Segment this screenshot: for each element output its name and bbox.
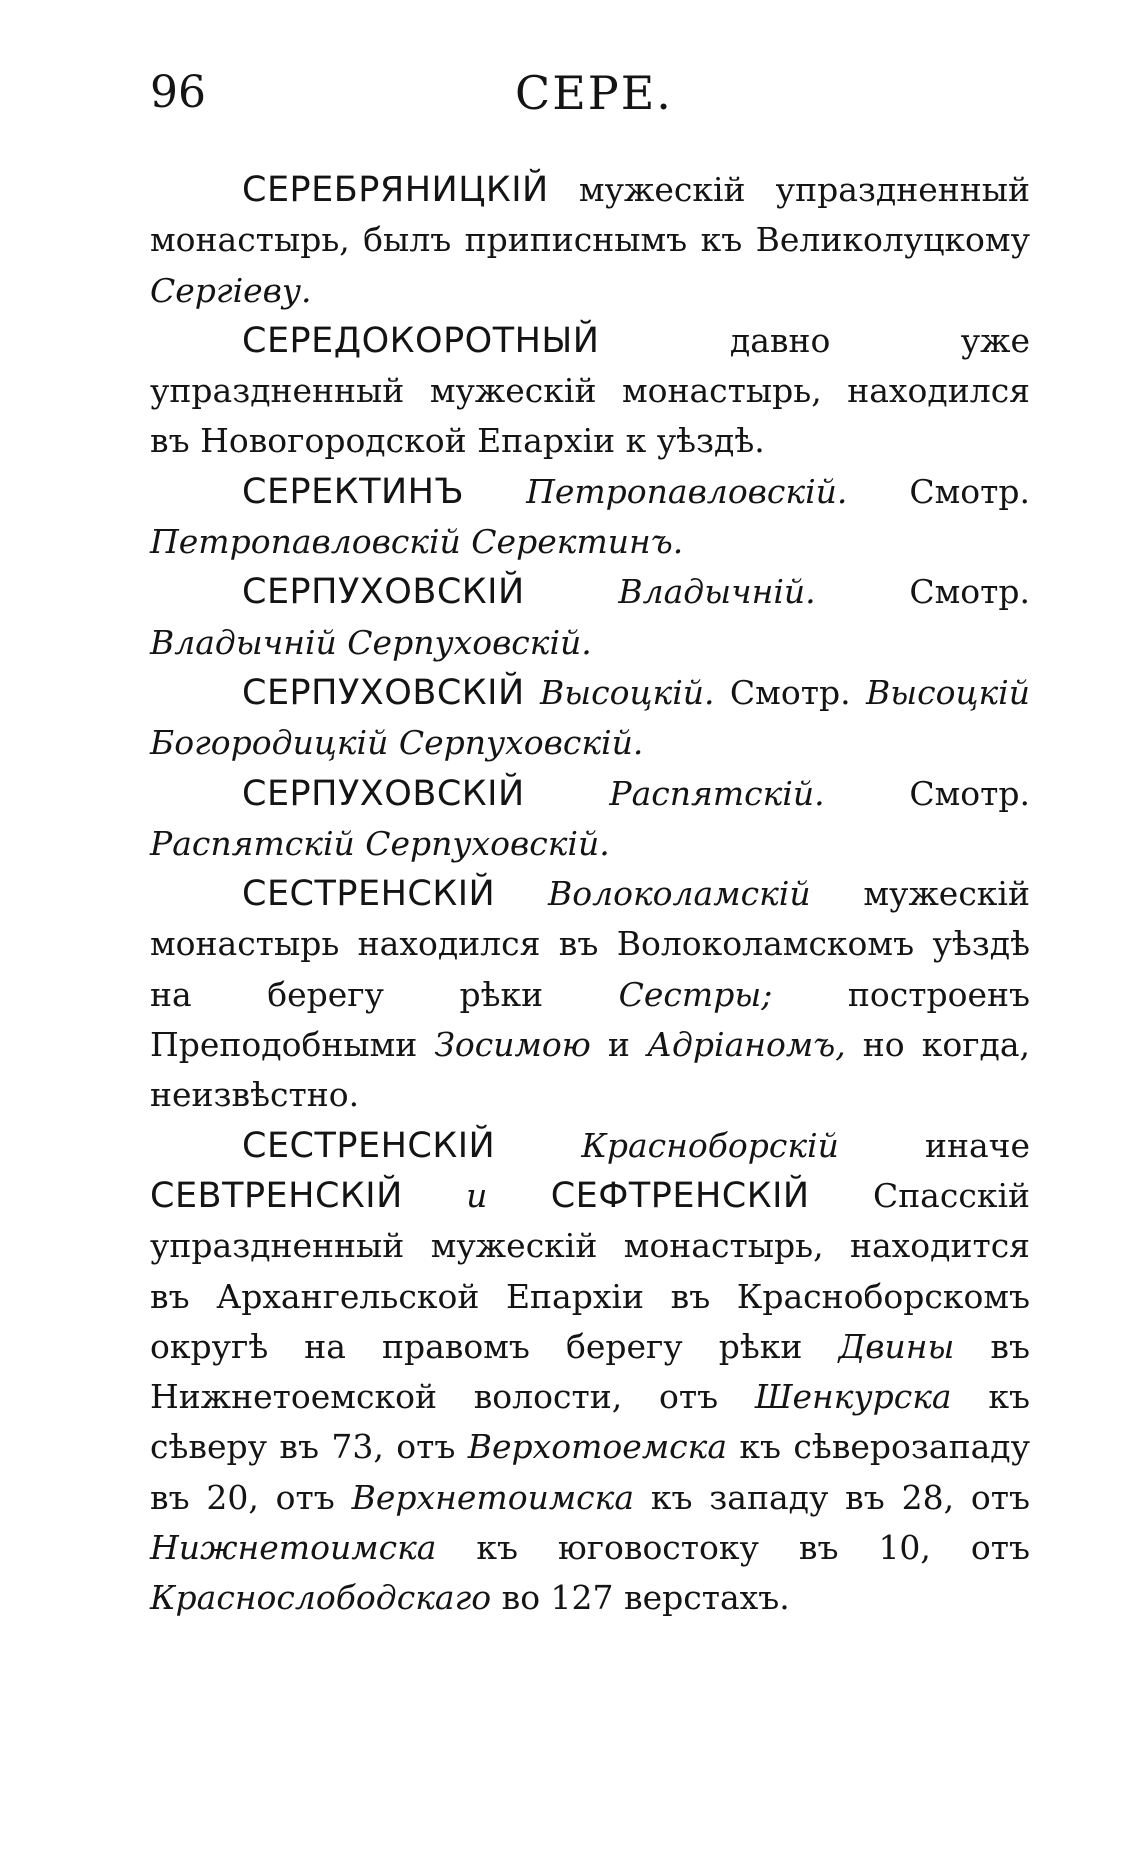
entry-serpukhovsky-vladychny [150,567,1030,668]
headword: СЕРЕБРЯНИЦКІЙ [242,170,549,210]
italic-name: Распятскій. [609,773,825,813]
headword: СЕРПУХОВСКІЙ [242,572,525,613]
cross-reference-target: Владычній Серпуховскій. [150,622,592,662]
entry-text [525,774,610,813]
entry-text: въ Нижнетоемской волости, отъ [150,1326,1030,1417]
entry-text: построенъ Преподобными [150,974,1030,1065]
cross-reference-label: Смотр. [714,672,866,712]
entry-text: къ юговостоку въ 10, отъ [436,1528,1030,1568]
headword: СЕРПУХОВСКІЙ [242,773,525,814]
cross-reference-label: Смотр. [847,471,1030,511]
entry-text: и [590,1025,647,1065]
entry-serektin [150,467,1030,568]
place-name: Нижнетоимска [150,1528,437,1568]
entry-text: къ западу въ 28, отъ [634,1477,1030,1517]
entry-text [495,874,548,913]
variant-headword: СЕВТРЕНСКІЙ [150,1175,403,1216]
river-name: Двины [838,1326,955,1366]
entry-text: мужескій упраздненный монастырь, былъ приписнымъ къ Великолуцкому [150,170,1030,260]
italic-name: Владычній. [618,572,816,612]
entry-sestrensky-krasnoborsky [150,1121,1030,1624]
running-head [150,58,1030,128]
running-title: СЕРЕ. [515,66,673,120]
entry-text [525,673,540,712]
entry-text: Спасскій упраздненный мужескій монастырь, находится въ Архангельской Епархіи въ Красноборскомъ округѣ на правомъ берегу рѣки [150,1175,1030,1366]
variant-headword: СЕФТРЕНСКІЙ [550,1175,810,1216]
entry-text [495,1126,581,1165]
headword: СЕСТРЕНСКІЙ [242,1125,496,1166]
place-name: Шенкурска [754,1377,952,1417]
headword: СЕРПУХОВСКІЙ [242,672,525,713]
italic-name: Петропавловскій. [526,471,848,511]
italic-name: Высоцкій. [540,672,715,712]
entry-sestrensky-volokolamsky [150,869,1030,1120]
founder-name: Зосимою [434,1025,591,1065]
italic-name: Волоколамскій [547,874,811,914]
entry-text [525,572,619,611]
cross-reference-target: Распятскій Серпуховскій. [150,823,610,863]
river-name: Сестры; [618,974,773,1014]
dictionary-text [150,165,1030,1624]
italic-name: Красноборскій [581,1125,839,1165]
entry-text: къ сѣверу въ 73, отъ [150,1377,1030,1467]
italic-name: Сергіеву. [150,270,312,310]
headword: СЕРЕДОКОРОТНЫЙ [242,320,600,361]
entry-text: иначе [838,1125,1030,1165]
headword: СЕРЕКТИНЪ [242,471,465,512]
entry-text: но когда, неизвѣстно. [150,1025,1030,1115]
founder-name: Адріаномъ, [646,1025,846,1065]
cross-reference-label: Смотр. [815,572,1030,612]
cross-reference-target: Петропавловскій Серектинъ. [150,522,684,562]
entry-serpukhovsky-raspyatsky [150,769,1030,870]
place-name: Верхотоемска [467,1427,728,1467]
entry-text: къ сѣверозападу въ 20, отъ [150,1427,1030,1517]
cross-reference-label: Смотр. [824,773,1030,813]
entry-text: давно уже упраздненный мужескій монастырь, находился въ Новогородской Епархіи к уѣздѣ. [150,320,1030,461]
cross-reference-target: Высоцкій Богородицкій Серпуховскій. [150,672,1030,763]
entry-text [464,472,526,511]
entry-serpukhovsky-vysotsky [150,668,1030,769]
place-name: Верхнетоимска [351,1477,635,1517]
entry-text: и [402,1175,551,1215]
place-name: Краснослободскаго [150,1578,492,1618]
entry-seredokorotny [150,316,1030,467]
entry-serebryanitsky [150,165,1030,316]
headword: СЕСТРЕНСКІЙ [242,874,496,915]
page-number: 96 [150,67,206,118]
entry-text: во 127 верстахъ. [491,1578,790,1618]
entry-text: мужескій монастырь находился въ Волоколамскомъ уѣздѣ на берегу рѣки [150,874,1030,1014]
